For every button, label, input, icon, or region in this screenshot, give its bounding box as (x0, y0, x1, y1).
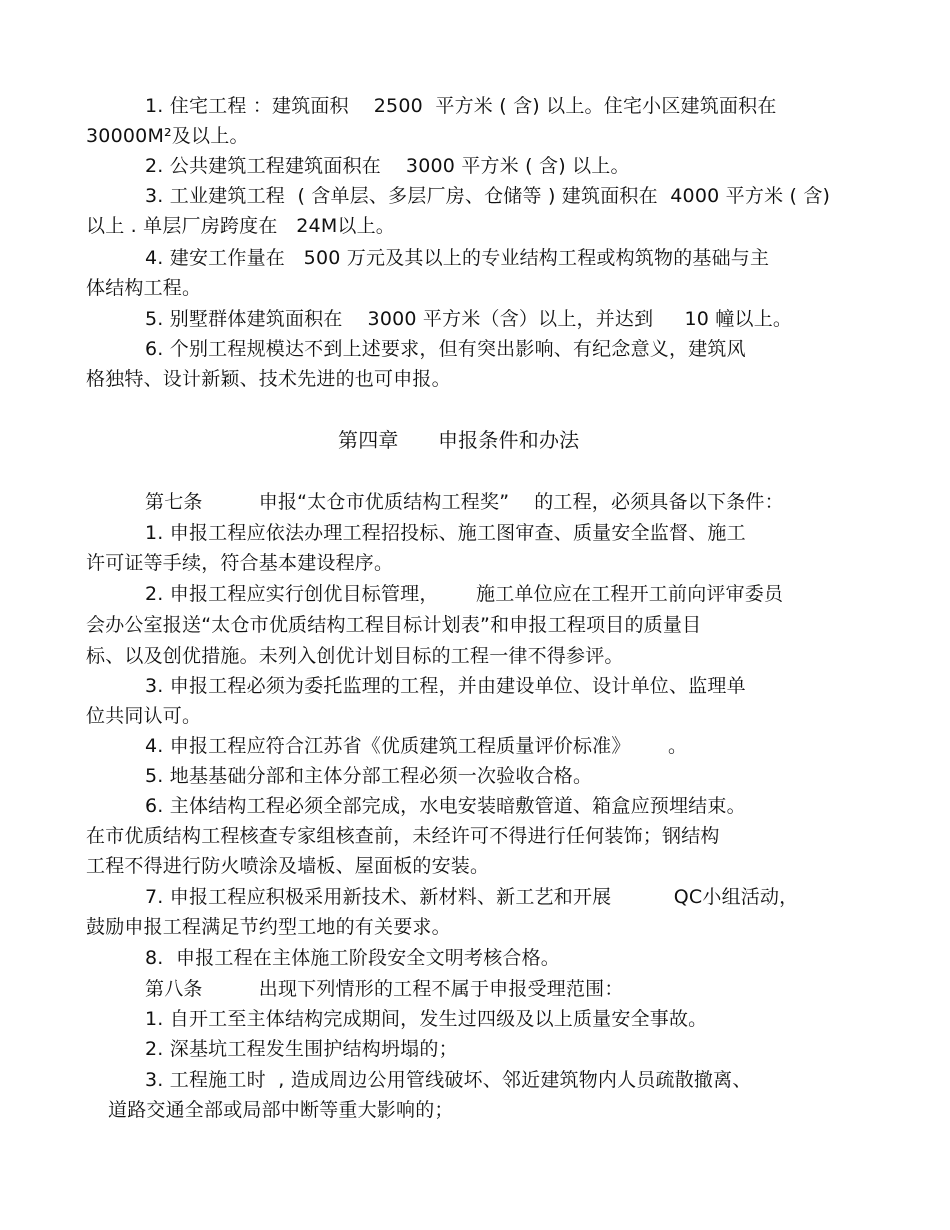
item-2-line-1: 2. 公共建筑工程建筑面积在 3000 平方米 ( 含) 以上。 (145, 155, 630, 177)
a7-item-6-line-1: 6. 主体结构工程必须全部完成，水电安装暗敷管道、箱盒应预埋结束。 (145, 795, 746, 817)
a7-item-3-line-2: 位共同认可。 (86, 705, 202, 727)
article-8-title: 第八条 出现下列情形的工程不属于申报受理范围： (145, 978, 624, 1000)
a7-item-4-line-1: 4. 申报工程应符合江苏省《优质建筑工程质量评价标准》 。 (145, 735, 688, 757)
a7-item-1-line-1: 1. 申报工程应依法办理工程招投标、施工图审查、质量安全监督、施工 (145, 522, 746, 544)
a8-item-3-line-2: 道路交通全部或局部中断等重大影响的； (108, 1099, 454, 1121)
item-3-line-1: 3. 工业建筑工程 ( 含单层、多层厂房、仓储等 ) 建筑面积在 4000 平方米 ( 含) (145, 185, 831, 207)
a7-item-8-line-1: 8. 申报工程在主体施工阶段安全文明考核合格。 (145, 947, 561, 969)
a7-item-2-line-3: 标、以及创优措施。未列入创优计划目标的工程一律不得参评。 (86, 645, 624, 667)
item-4-line-2: 体结构工程。 (86, 277, 202, 299)
a7-item-7-line-2: 鼓励申报工程满足节约型工地的有关要求。 (86, 916, 451, 938)
a8-item-2-line-1: 2. 深基坑工程发生围护结构坍塌的； (145, 1038, 458, 1060)
a7-item-3-line-1: 3. 申报工程必须为委托监理的工程，并由建设单位、设计单位、监理单 (145, 675, 746, 697)
a7-item-5-line-1: 5. 地基基础分部和主体分部工程必须一次验收合格。 (145, 765, 593, 787)
item-5-line-1: 5. 别墅群体建筑面积在 3000 平方米（含）以上，并达到 10 幢以上。 (145, 308, 793, 330)
a7-item-6-line-3: 工程不得进行防火喷涂及墙板、屋面板的安装。 (86, 855, 490, 877)
a7-item-1-line-2: 许可证等手续，符合基本建设程序。 (86, 552, 394, 574)
a8-item-3-line-1: 3. 工程施工时 , 造成周边公用管线破坏、邻近建筑物内人员疏散撤离、 (145, 1069, 752, 1091)
item-6-line-1: 6. 个别工程规模达不到上述要求，但有突出影响、有纪念意义，建筑风 (145, 338, 746, 360)
chapter-heading: 第四章 申报条件和办法 (338, 428, 580, 452)
item-3-line-2: 以上 . 单层厂房跨度在 24M以上。 (86, 215, 396, 237)
item-4-line-1: 4. 建安工作量在 500 万元及其以上的专业结构工程或构筑物的基础与主 (145, 247, 770, 269)
a7-item-7-line-1: 7. 申报工程应积极采用新技术、新材料、新工艺和开展 QC小组活动， (145, 886, 799, 908)
item-1-line-1: 1. 住宅工程 ：建筑面积 2500 平方米 ( 含) 以上。住宅小区建筑面积在 (145, 95, 777, 117)
a7-item-6-line-2: 在市优质结构工程核查专家组核查前，未经许可不得进行任何装饰；钢结构 (86, 825, 720, 847)
a7-item-2-line-2: 会办公室报送“太仓市优质结构工程目标计划表”和申报工程项目的质量目 (86, 614, 702, 636)
a7-item-2-line-1: 2. 申报工程应实行创优目标管理， 施工单位应在工程开工前向评审委员 (145, 583, 784, 605)
item-1-line-2: 30000M²及以上。 (86, 125, 249, 147)
article-7-title: 第七条 申报“太仓市优质结构工程奖” 的工程，必须具备以下条件： (145, 491, 784, 513)
item-6-line-2: 格独特、设计新颖、技术先进的也可申报。 (86, 368, 451, 390)
a8-item-1-line-1: 1. 自开工至主体结构完成期间，发生过四级及以上质量安全事故。 (145, 1008, 708, 1030)
